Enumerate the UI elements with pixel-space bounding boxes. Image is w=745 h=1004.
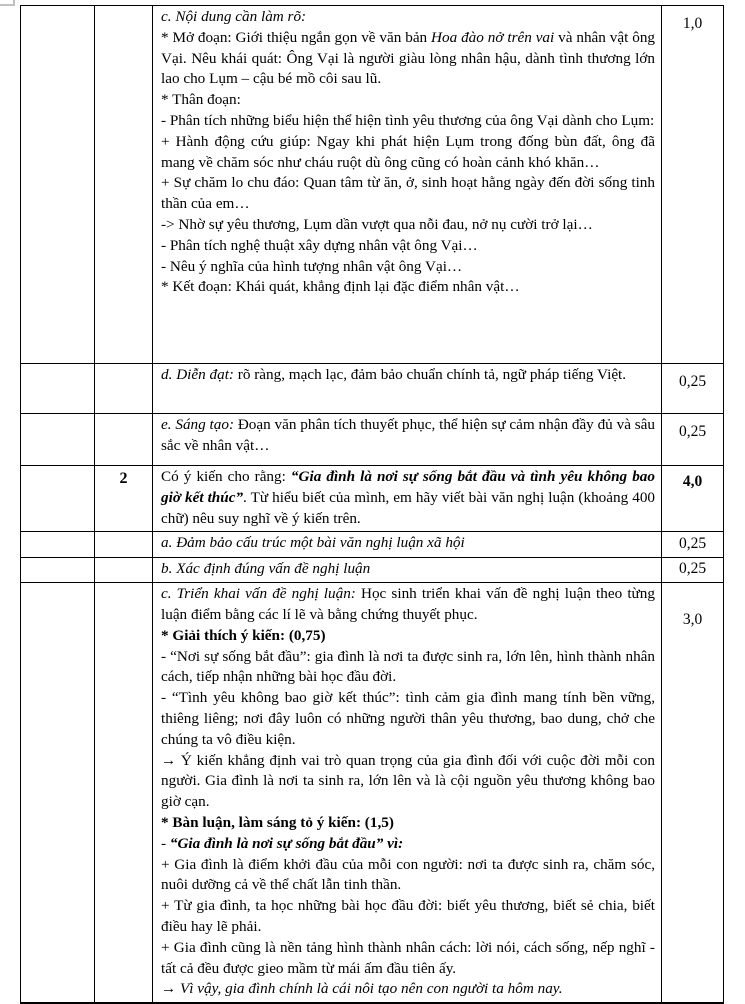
spacer-cell	[21, 414, 95, 466]
points-value: 0,25	[678, 535, 707, 553]
text-run: -> Nhờ sự yêu thương, Lụm dần vượt qua nỗi đau, nở nụ cười trở lại…	[161, 215, 593, 233]
rubric-line	[161, 647, 655, 689]
criteria-cell	[153, 558, 662, 583]
rubric-line	[161, 979, 655, 1000]
rubric-line	[161, 688, 655, 750]
text-run: * Thân đoạn:	[161, 91, 241, 109]
text-run: + Hành động cứu giúp: Ngay khi phát hiện Lụm trong đống bùn đất, ông đã mang về chăm sóc như cháu ruột dù ông cũng có hoàn cảnh khó khăn…	[161, 132, 655, 171]
rubric-line	[161, 7, 655, 28]
question-number-cell	[95, 6, 153, 364]
rubric-table	[20, 5, 724, 1004]
criteria-cell	[153, 364, 662, 414]
rubric-line	[161, 215, 655, 236]
table-row	[21, 532, 724, 558]
text-run: b. Xác định đúng vấn đề nghị luận	[161, 560, 371, 578]
table-row	[21, 364, 724, 414]
rubric-line	[161, 584, 655, 626]
rubric-line	[161, 813, 655, 834]
text-run: d. Diễn đạt:	[161, 366, 234, 383]
rubric-line	[161, 467, 655, 529]
rubric-line	[161, 415, 655, 457]
text-run: - Phân tích những biểu hiện thể hiện tình yêu thương của ông Vại dành cho Lụm:	[161, 111, 655, 129]
text-run: * Kết đoạn: Khái quát, khẳng định lại đặc điểm nhân vật…	[161, 278, 520, 296]
text-run: * Bàn luận, làm sáng tỏ ý kiến: (1,5)	[161, 813, 394, 831]
rubric-line	[161, 173, 655, 215]
rubric-line	[161, 834, 655, 855]
spacer-cell	[21, 364, 95, 414]
question-number-cell	[95, 414, 153, 466]
text-run: và nhân vật ông Vại. Nêu khái quát: Ông Vại là người giàu lòng nhân hậu, dành tình thương lớn lao cho Lụm – cậu bé mồ côi sau lũ.	[161, 28, 656, 88]
rubric-line	[161, 559, 655, 580]
points-cell	[662, 414, 724, 466]
points-value: 0,25	[678, 423, 707, 440]
rubric-line	[161, 257, 655, 278]
spacer-cell	[21, 532, 95, 558]
rubric-line	[161, 236, 655, 257]
text-run: * Giải thích ý kiến: (0,75)	[161, 626, 326, 644]
criteria-cell	[153, 532, 662, 558]
points-cell	[662, 466, 724, 532]
table-row	[21, 414, 724, 466]
text-run: rõ ràng, mạch lạc, đảm bảo chuẩn chính tả, ngữ pháp tiếng Việt.	[233, 366, 627, 383]
rubric-line	[161, 90, 655, 111]
rubric-line	[161, 896, 655, 938]
table-row	[21, 466, 724, 532]
text-run: . Từ hiểu biết của mình, em hãy viết bài văn nghị luận (khoảng 400 chữ) nêu suy nghĩ về ý kiến trên.	[161, 488, 656, 527]
text-run: - Phân tích nghệ thuật xây dựng nhân vật ông Vại…	[161, 236, 478, 254]
text-run: Hoa đào nở trên vai	[431, 28, 555, 46]
question-number-cell	[95, 466, 153, 532]
rubric-line	[161, 751, 655, 813]
table-corner-artifact	[0, 0, 15, 6]
criteria-cell	[153, 6, 662, 364]
question-number-cell	[95, 558, 153, 583]
spacer-cell	[21, 583, 95, 1003]
question-number: 2	[119, 470, 128, 487]
points-value: 3,0	[682, 611, 703, 629]
points-cell	[662, 583, 724, 1003]
criteria-cell	[153, 466, 662, 532]
rubric-line	[161, 855, 655, 897]
text-run: + Gia đình cũng là nền tảng hình thành nhân cách: lời nói, cách sống, nếp nghĩ - tất cả đều được gieo mầm từ mái ấm đầu tiên ấy.	[161, 938, 655, 977]
spacer-cell	[21, 6, 95, 364]
text-run: Học sinh triển khai vấn đề nghị luận theo từng luận điểm bằng các lí lẽ và bằng chứng thuyết phục.	[161, 585, 655, 623]
spacer-cell	[21, 558, 95, 583]
rubric-line	[161, 132, 655, 174]
text-run: “Gia đình là nơi sự sống bắt đầu” vì:	[169, 834, 404, 852]
question-number-cell	[95, 583, 153, 1003]
text-run: - “Tình yêu không bao giờ kết thúc”: tình cảm gia đình mang tính bền vững, thiêng liêng; nơi đây luôn có những người thân yêu thương, bao dung, chở che chúng ta vô điều kiện.	[161, 689, 655, 748]
rubric-line	[161, 111, 655, 132]
rubric-line	[161, 277, 655, 298]
text-run: → Ý kiến khẳng định vai trò quan trọng của gia đình đối với cuộc đời mỗi con người. Gia đình là nơi ta sinh ra, lớn lên và là cội nguồn yêu thương không bao giờ cạn.	[161, 751, 655, 811]
text-run: c. Nội dung cần làm rõ:	[161, 8, 307, 25]
points-value: 4,0	[682, 473, 703, 490]
text-run: -	[161, 834, 170, 852]
text-run: + Sự chăm lo chu đáo: Quan tâm từ ăn, ở, sinh hoạt hằng ngày đến đời sống tinh thần của em…	[161, 174, 655, 213]
text-run: c. Triển khai vấn đề nghị luận:	[161, 585, 361, 603]
rubric-line	[161, 626, 655, 647]
text-run: + Gia đình là điểm khởi đầu của mỗi con người: nơi ta được sinh ra, chăm sóc, nuôi dưỡng cả về thể chất lẫn tinh thần.	[161, 855, 655, 894]
text-run: “Gia đình là nơi sự sống bắt đầu và tình yêu không bao giờ kết thúc”	[161, 468, 655, 506]
text-run: - Nêu ý nghĩa của hình tượng nhân vật ông Vại…	[161, 257, 463, 275]
points-cell	[662, 532, 724, 558]
table-row	[21, 583, 724, 1003]
text-run: e. Sáng tạo:	[161, 416, 235, 433]
points-value: 0,25	[678, 560, 707, 578]
text-run: Có ý kiến cho rằng:	[161, 468, 291, 485]
rubric-line	[161, 28, 655, 90]
question-number-cell	[95, 364, 153, 414]
criteria-cell	[153, 583, 662, 1003]
rubric-line	[161, 938, 655, 980]
rubric-line	[161, 365, 655, 386]
table-row	[21, 6, 724, 364]
question-number-cell	[95, 532, 153, 558]
rubric-line	[161, 533, 655, 554]
criteria-cell	[153, 414, 662, 466]
text-run: + Từ gia đình, ta học những bài học đầu đời: biết yêu thương, biết sẻ chia, biết điều hay lẽ phải.	[161, 897, 655, 935]
text-run: → Vì vậy, gia đình chính là cái nôi tạo nên con người ta hôm nay.	[161, 980, 563, 998]
spacer-cell	[21, 466, 95, 532]
text-run: a. Đảm bảo cấu trúc một bài văn nghị luận xã hội	[161, 534, 465, 552]
text-run: * Mở đoạn: Giới thiệu ngắn gọn về văn bản	[161, 28, 432, 46]
points-value: 0,25	[678, 373, 707, 390]
table-row	[21, 558, 724, 583]
text-run: - “Nơi sự sống bắt đầu”: gia đình là nơi ta được sinh ra, lớn lên, hình thành nhân cách, tiếp nhận những bài học đầu đời.	[161, 647, 655, 686]
points-cell	[662, 558, 724, 583]
text-run: Đoạn văn phân tích thuyết phục, thể hiện sự cảm nhận đầy đủ và sâu sắc về nhân vật…	[161, 416, 655, 454]
points-cell	[662, 6, 724, 364]
points-cell	[662, 364, 724, 414]
points-value: 1,0	[682, 15, 703, 32]
